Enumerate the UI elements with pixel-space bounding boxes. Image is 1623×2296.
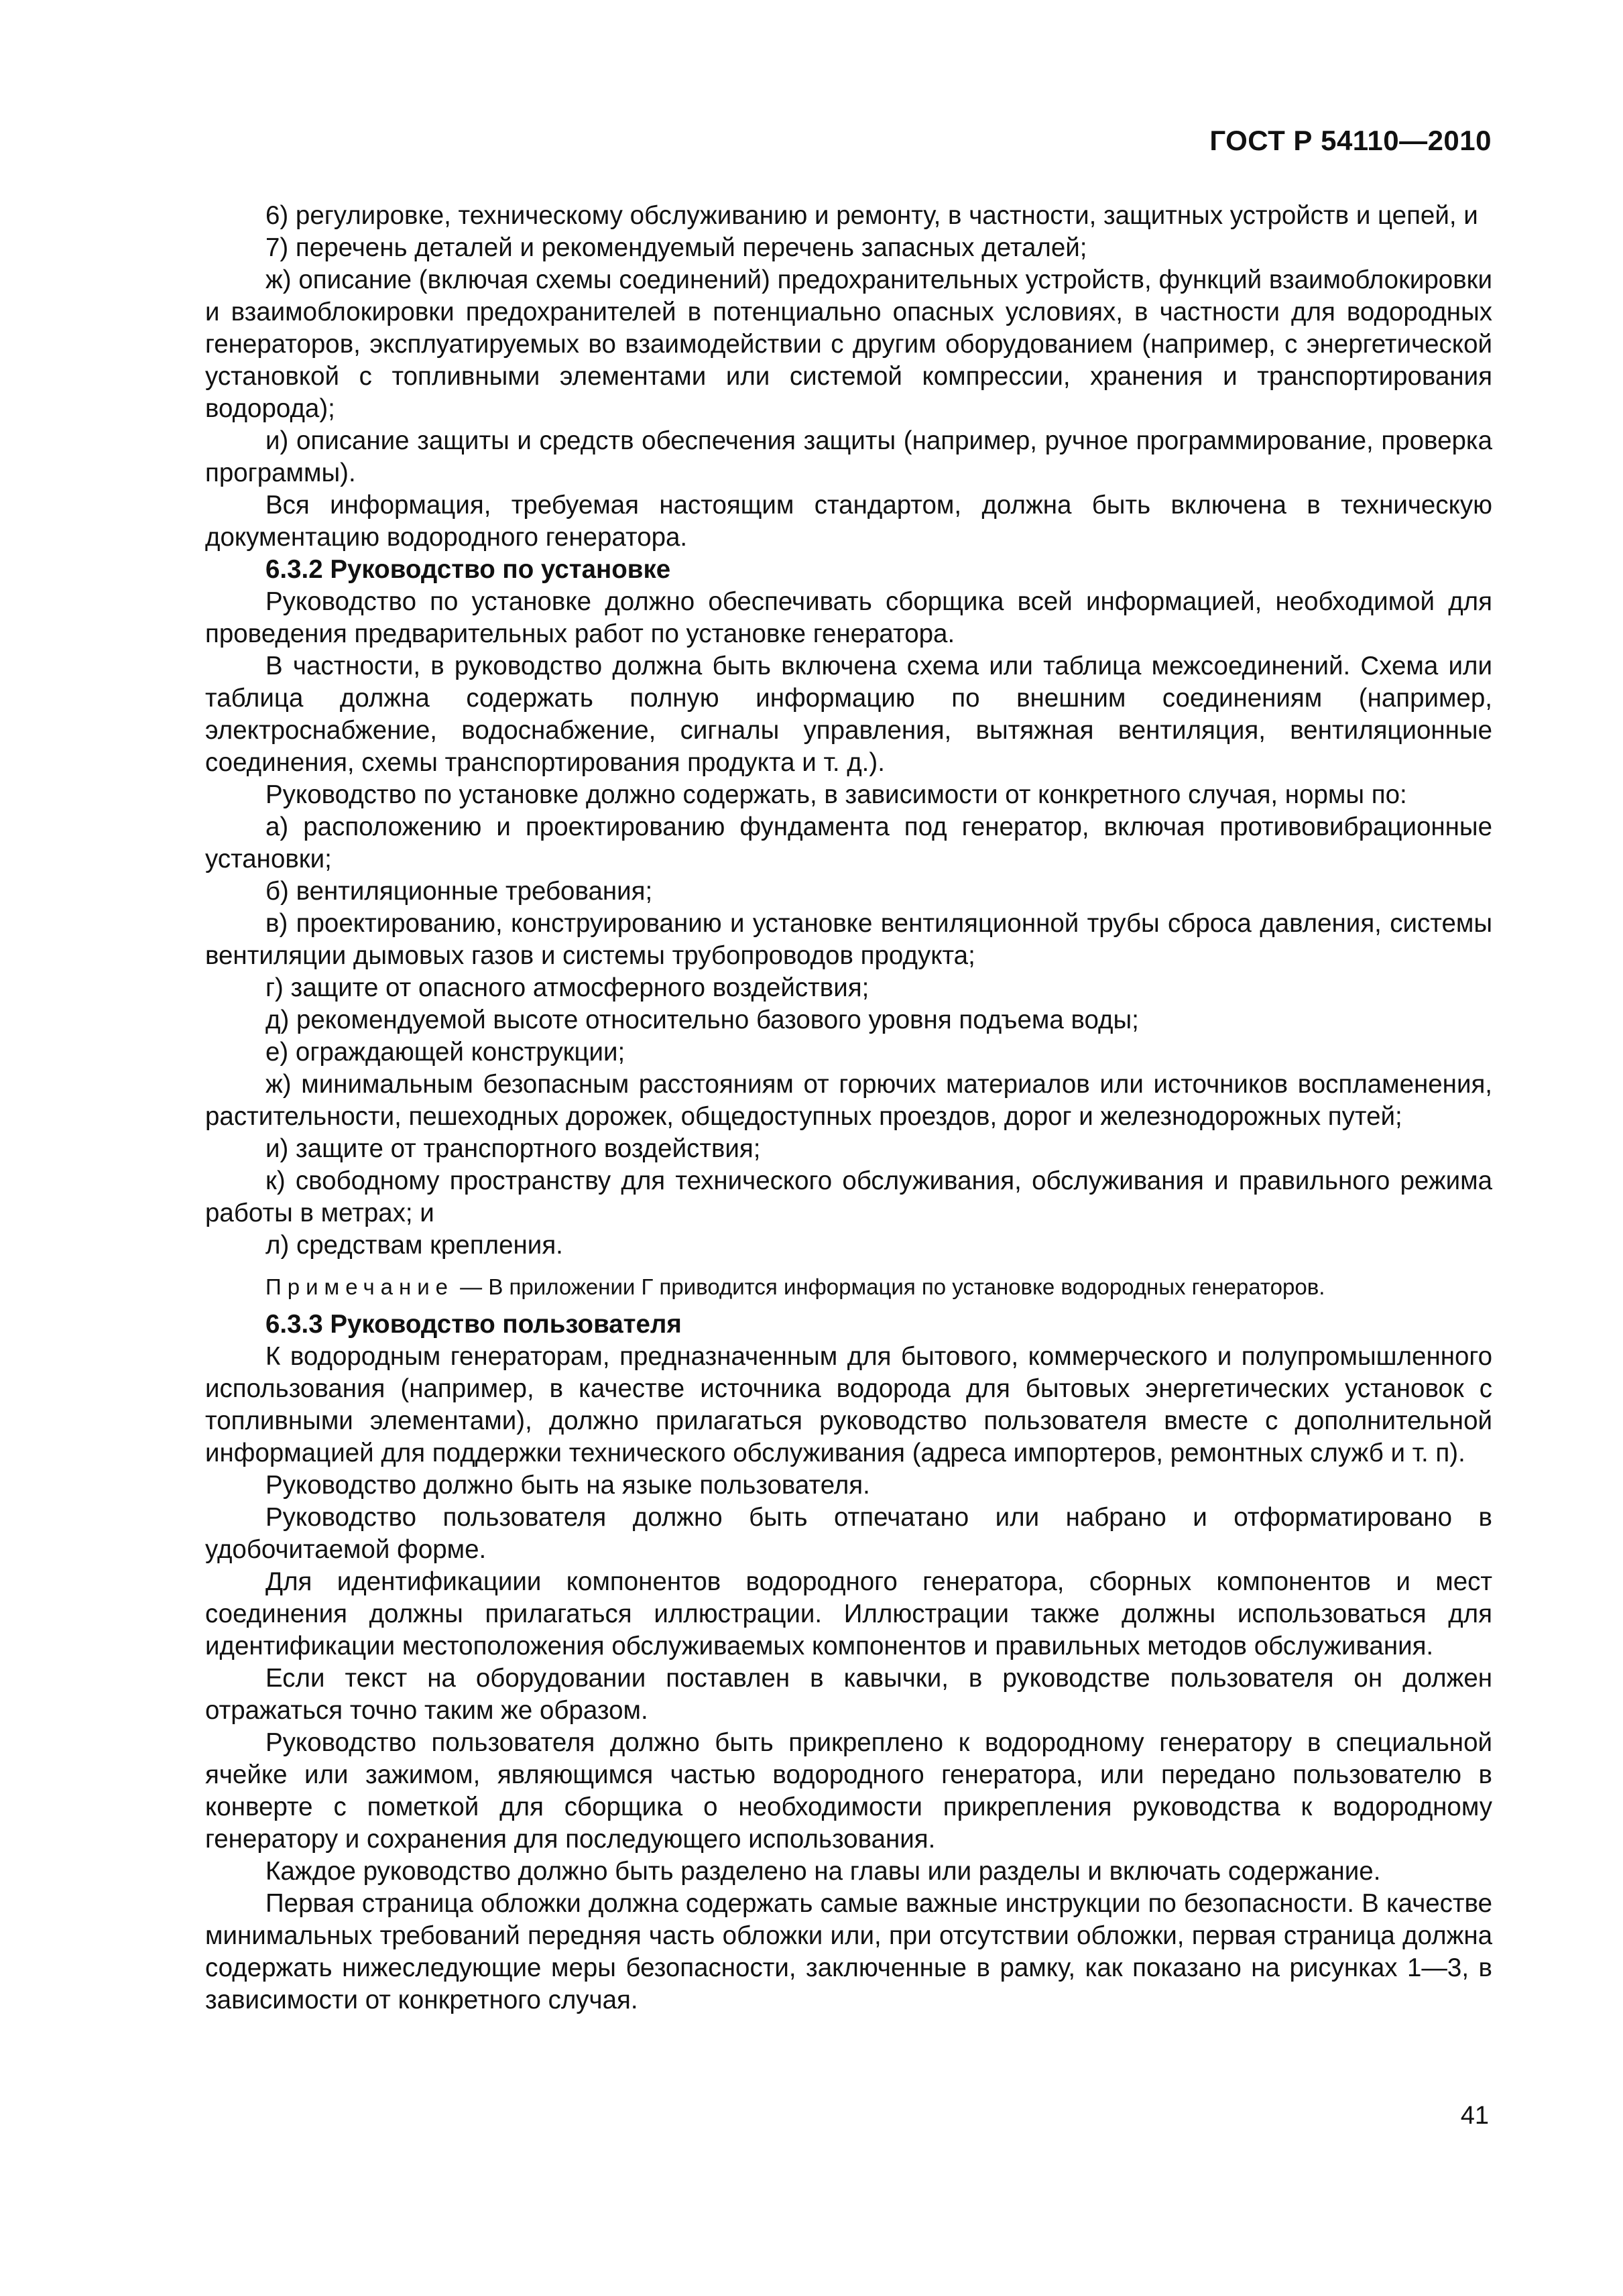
- paragraph: Вся информация, требуемая настоящим стандартом, должна быть включена в техническую документацию водородного генератора.: [205, 491, 1492, 552]
- paragraph: К водородным генераторам, предназначенным для бытового, коммерческого и полупромышленного использования (например, в качестве источника водорода для бытовых энергетических установок с топливными элементами), должно прилагаться руководство пользователя вместе с дополнительной информацией для поддержки технического обслуживания (адреса импортеров, ремонтных служб и т. п).: [205, 1342, 1492, 1467]
- list-item: б) вентиляционные требования;: [265, 877, 653, 906]
- paragraph: Первая страница обложки должна содержать самые важные инструкции по безопасности. В качестве минимальных требований передняя часть обложки или, при отсутствии обложки, первая страница должна содержать нижеследующие меры безопасности, заключенные в рамку, как показано на рисунках 1—3, в зависимости от конкретного случая.: [205, 1889, 1492, 2014]
- list-item: а) расположению и проектированию фундамента под генератор, включая противовибрационные установки;: [205, 812, 1492, 873]
- paragraph: Если текст на оборудовании поставлен в кавычки, в руководстве пользователя он должен отражаться точно таким же образом.: [205, 1664, 1492, 1725]
- list-item: и) защите от транспортного воздействия;: [265, 1134, 761, 1163]
- section-heading-user-guide: 6.3.3 Руководство пользователя: [265, 1310, 682, 1339]
- paragraph: ж) описание (включая схемы соединений) предохранительных устройств, функций взаимоблокировки и взаимоблокировки предохранителей в потенциально опасных условиях, в частности для водородных генераторов, эксплуатируемых во взаимодействии с другим оборудованием (например, с энергетической установкой с топливными элементами или системой компрессии, хранения и транспортирования водорода);: [205, 265, 1492, 423]
- paragraph: Руководство по установке должно обеспечивать сборщика всей информацией, необходимой для проведения предварительных работ по установке генератора.: [205, 587, 1492, 648]
- paragraph: Руководство пользователя должно быть прикреплено к водородному генератору в специальной ячейке или зажимом, являющимся частью водородного генератора, или передано пользователю в конверте с пометкой для сборщика о необходимости прикрепления руководства к водородному генератору и сохранения для последующего использования.: [205, 1728, 1492, 1854]
- list-item: ж) минимальным безопасным расстояниям от горючих материалов или источников воспламенения, растительности, пешеходных дорожек, общедоступных проездов, дорог и железнодорожных путей;: [205, 1070, 1492, 1131]
- list-item: г) защите от опасного атмосферного воздействия;: [265, 973, 869, 1002]
- paragraph: В частности, в руководство должна быть включена схема или таблица межсоединений. Схема или таблица должна содержать полную информацию по внешним соединениям (например, электроснабжение, водоснабжение, сигналы управления, вытяжная вентиляция, вентиляционные соединения, схемы транспортирования продукта и т. д.).: [205, 652, 1492, 777]
- list-item: д) рекомендуемой высоте относительно базового уровня подъема воды;: [265, 1006, 1139, 1034]
- list-item: л) средствам крепления.: [265, 1231, 563, 1260]
- note-label: Примечание: [265, 1274, 455, 1299]
- paragraph: Руководство пользователя должно быть отпечатано или набрано и отформатировано в удобочитаемой форме.: [205, 1503, 1492, 1564]
- paragraph: Для идентификациии компонентов водородного генератора, сборных компонентов и мест соединения должны прилагаться иллюстрации. Иллюстрации также должны использоваться для идентификации местоположения обслуживаемых компонентов и правильных методов обслуживания.: [205, 1567, 1492, 1660]
- list-item: к) свободному пространству для технического обслуживания, обслуживания и правильного режима работы в метрах; и: [205, 1166, 1492, 1227]
- paragraph: Руководство должно быть на языке пользователя.: [265, 1471, 870, 1500]
- paragraph: Руководство по установке должно содержать, в зависимости от конкретного случая, нормы по:: [265, 780, 1407, 809]
- note-text: — В приложении Г приводится информация по установке водородных генераторов.: [454, 1274, 1325, 1299]
- document-body: [205, 200, 1492, 2016]
- paragraph: и) описание защиты и средств обеспечения защиты (например, ручное программирование, проверка программы).: [205, 426, 1492, 487]
- section-heading-installation-guide: 6.3.2 Руководство по установке: [265, 555, 671, 584]
- note: [205, 1272, 1492, 1302]
- paragraph: 7) перечень деталей и рекомендуемый перечень запасных деталей;: [265, 233, 1087, 262]
- page-number: 41: [1460, 2102, 1489, 2130]
- paragraph: 6) регулировке, техническому обслуживанию и ремонту, в частности, защитных устройств и цепей, и: [265, 201, 1478, 230]
- document-code-header: ГОСТ Р 54110—2010: [1209, 125, 1492, 156]
- list-item: е) ограждающей конструкции;: [265, 1038, 625, 1067]
- list-item: в) проектированию, конструированию и установке вентиляционной трубы сброса давления, системы вентиляции дымовых газов и системы трубопроводов продукта;: [205, 909, 1492, 970]
- paragraph: Каждое руководство должно быть разделено на главы или разделы и включать содержание.: [265, 1857, 1381, 1886]
